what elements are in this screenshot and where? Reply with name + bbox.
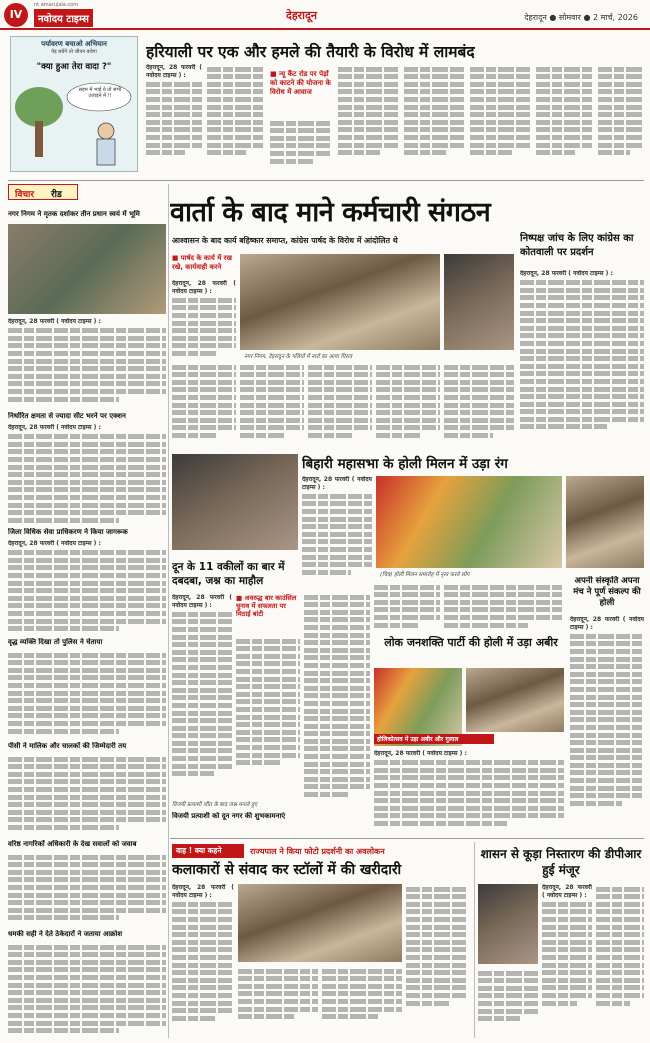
vichar-label: विचार xyxy=(15,190,35,200)
bihari-right-photo xyxy=(566,476,644,568)
main-headline: वार्ता के बाद माने कर्मचारी संगठन xyxy=(170,197,491,228)
lockdown-col-8 xyxy=(598,64,644,168)
page-number-badge: IV xyxy=(4,3,28,27)
congress-headline: निष्पक्ष जांच के लिए कांग्रेस का कोतवाली पर प्रदर्शन xyxy=(520,233,634,258)
lokjan-body xyxy=(374,750,564,826)
main-col-5 xyxy=(376,362,440,448)
garbage-byline: देहरादून, 28 फरवरी ( नवोदय टाइम्स ) : xyxy=(542,884,592,899)
left-head-4: वृद्ध व्यक्ति दिखा तो पुलिस ने चेताया xyxy=(8,638,103,646)
left-head-3: जिला विधिक सेवा प्राधिकरण ने किया जागरूक xyxy=(8,528,128,536)
artists-col-2 xyxy=(238,966,318,1036)
lockdown-col-1 xyxy=(146,64,202,168)
left-head-7: धमकी सही ने देते ठेकेदारों ने जताया आक्रोश xyxy=(8,930,123,938)
lockdown-col-7 xyxy=(536,64,592,168)
artists-col-1 xyxy=(172,884,234,1036)
main-col-2 xyxy=(172,362,236,448)
sanskriti-byline: देहरादून, 28 फरवरी ( नवोदय टाइम्स ) : xyxy=(570,616,644,631)
artists-photo xyxy=(238,884,402,962)
lockdown-sidebar-head: ■ न्यू कैंट रोड पर पेड़ों को काटने की योजना के विरोध में आवाज xyxy=(270,70,331,96)
lawyers-headline: दून के 11 वकीलों का बार में दबदबा, जश्न का माहौल xyxy=(172,561,285,587)
left-byline-1: देहरादून, 28 फरवरी ( नवोदय टाइम्स ) : xyxy=(8,318,101,325)
lockdown-col-5 xyxy=(404,64,464,168)
main-photo xyxy=(240,254,440,350)
horizontal-divider xyxy=(8,180,644,181)
section-title: देहरादून xyxy=(286,9,317,22)
left-head-2: निर्धारित क्षमता से ज्यादा सीट भरने पर एक्शन xyxy=(8,412,126,420)
mid-col-2 xyxy=(374,582,440,638)
lockdown-headline: हरियाली पर एक और हमले की तैयारी के विरोध में लामबंद xyxy=(146,43,475,61)
left-byline-3: देहरादून, 28 फरवरी ( नवोदय टाइम्स ) : xyxy=(8,540,101,547)
cartoon-title: पर्यावरण बचाओ अभियान xyxy=(41,40,107,48)
bihari-photo xyxy=(376,476,562,568)
vichar-headline: नगर निगम ने मृतक दर्शाकर तीन प्रधान स्वयं में भूमि xyxy=(8,210,140,218)
lawyers-photo-caption: विजयी प्रत्याशी जीत के बाद जश्न मनाते हुए xyxy=(172,802,258,808)
lawyers-col-2 xyxy=(236,636,300,794)
vertical-rule-right xyxy=(474,842,475,1038)
lockdown-byline: देहरादून, 28 फरवरी ( नवोदय टाइम्स ) : xyxy=(146,64,202,79)
garbage-col-2 xyxy=(596,884,644,1036)
left-brief-5 xyxy=(8,754,166,834)
main-photo-caption: नगर निगम, देहरादून के गलियों में नारों का आया घिराव xyxy=(244,354,353,360)
left-brief-4 xyxy=(8,650,166,734)
left-head-6: वरिष्ठ नागरिकों अधिकारी के देख सवालों को जवाब xyxy=(8,840,137,848)
masthead-small-line: nt.amarujala.com xyxy=(34,2,79,8)
artists-col-4 xyxy=(406,884,468,1036)
mid-col-3 xyxy=(444,582,564,638)
lawyers-bullet: ■ अवरुद्ध बार काउंसिल चुनाव में सफलता पर मिठाई बांटी xyxy=(236,594,297,619)
left-brief-2 xyxy=(8,424,166,526)
main-col-1 xyxy=(172,280,236,362)
garbage-col-3 xyxy=(478,968,538,1036)
sanskriti-body xyxy=(570,616,644,830)
bihari-left-photo xyxy=(172,454,298,550)
garbage-photo xyxy=(478,884,538,964)
left-brief-1 xyxy=(8,318,166,410)
main-byline: देहरादून, 28 फरवरी ( नवोदय टाइम्स ) : xyxy=(172,280,236,295)
garbage-col-1 xyxy=(542,884,592,1036)
congress-body xyxy=(520,270,644,448)
mid-col-1 xyxy=(304,592,370,832)
dateline: देहरादून ● सोमवार ● 2 मार्च, 2026 xyxy=(524,13,638,22)
horizontal-divider-2 xyxy=(170,838,644,839)
cartoon-bubble-text: सहम में भाई ये तो सभी उजाड़ने में !! xyxy=(78,87,122,99)
left-head-5: पीसी ने मालिक और चालकों की जिम्मेदारी तय xyxy=(8,742,127,750)
lokjan-byline: देहरादून, 28 फरवरी ( नवोदय टाइम्स ) : xyxy=(374,750,467,757)
main-bullet: ■ पार्षद के कार्य में रख रखे, कार्यवाही करने xyxy=(172,254,232,271)
garbage-headline: शासन से कूड़ा निस्तारण की डीपीआर हुई मंजूर xyxy=(480,847,642,877)
main-col-6 xyxy=(444,362,514,448)
lokjan-photo-2 xyxy=(466,668,564,732)
tree-icon xyxy=(15,87,63,157)
main-col-4 xyxy=(308,362,372,448)
artists-tag: वाह ! क्या कहने xyxy=(176,846,222,855)
main-col-3 xyxy=(240,362,304,448)
lawyers-byline: देहरादून, 28 फरवरी ( नवोदय टाइम्स ) : xyxy=(172,594,232,609)
cartoon-panel xyxy=(10,36,138,172)
vertical-rule-left xyxy=(168,184,169,1038)
lockdown-col-2 xyxy=(207,64,263,168)
left-brief-6 xyxy=(8,852,166,926)
artists-tag-box xyxy=(172,844,244,858)
congress-byline: देहरादून, 28 फरवरी ( नवोदय टाइम्स ) : xyxy=(520,270,613,277)
vichar-label-2: रीड xyxy=(51,190,62,200)
artists-headline: कलाकारों से संवाद कर स्टॉलों में की खरीदारी xyxy=(172,862,402,878)
cartoon-subtitle: पेड़ बचेंगे तो जीवन बचेगा xyxy=(51,49,97,55)
lawyers-quote-head: विजयी प्रत्याशी को दून नगर की शुभकामनाएं xyxy=(172,812,286,820)
bihari-photo-caption: (चित्र) होली मिलन समारोह में नृत्य करते लोग xyxy=(380,572,470,578)
lockdown-col-4 xyxy=(338,64,398,168)
masthead xyxy=(0,0,650,30)
main-deck: आश्वासन के बाद कार्य बहिष्कार समाप्त, कांग्रेस पार्षद के विरोध में आंदोलित थे xyxy=(172,236,398,245)
lockdown-col-6 xyxy=(470,64,530,168)
newspaper-logo: नवोदय टाइम्स xyxy=(34,9,93,27)
sanskriti-headline: अपनी संस्कृति अपना मंच ने पूर्ण संकल्प की होली xyxy=(573,576,641,608)
left-brief-7 xyxy=(8,942,166,1038)
bihari-headline: बिहारी महासभा के होली मिलन में उड़ा रंग xyxy=(302,456,508,472)
lokjan-photo-label: होलिकोत्सव में उड़ा अबीर और गुलाल xyxy=(374,734,494,744)
left-byline-2: देहरादून, 28 फरवरी ( नवोदय टाइम्स ) : xyxy=(8,424,101,431)
person-figure-icon xyxy=(97,123,115,165)
left-brief-3 xyxy=(8,540,166,632)
artists-kicker: राज्यपाल ने किया फोटो प्रदर्शनी का अवलोकन xyxy=(250,847,385,856)
lawyers-col-1 xyxy=(172,594,232,794)
lockdown-col-3 xyxy=(270,118,332,168)
bihari-col-1 xyxy=(302,476,372,584)
artists-byline: देहरादून, 28 फरवरी ( नवोदय टाइम्स ) : xyxy=(172,884,234,899)
vichar-photo xyxy=(8,224,166,314)
bihari-byline: देहरादून, 28 फरवरी ( नवोदय टाइम्स ) : xyxy=(302,476,372,491)
artists-col-3 xyxy=(322,966,402,1036)
cartoon-quote: "क्या हुआ तेरा वादा ?" xyxy=(36,62,112,72)
main-photo-right xyxy=(444,254,514,350)
vichar-label-box xyxy=(8,184,78,200)
lokjan-headline: लोक जनशक्ति पार्टी की होली में उड़ा अबीर xyxy=(384,636,558,649)
